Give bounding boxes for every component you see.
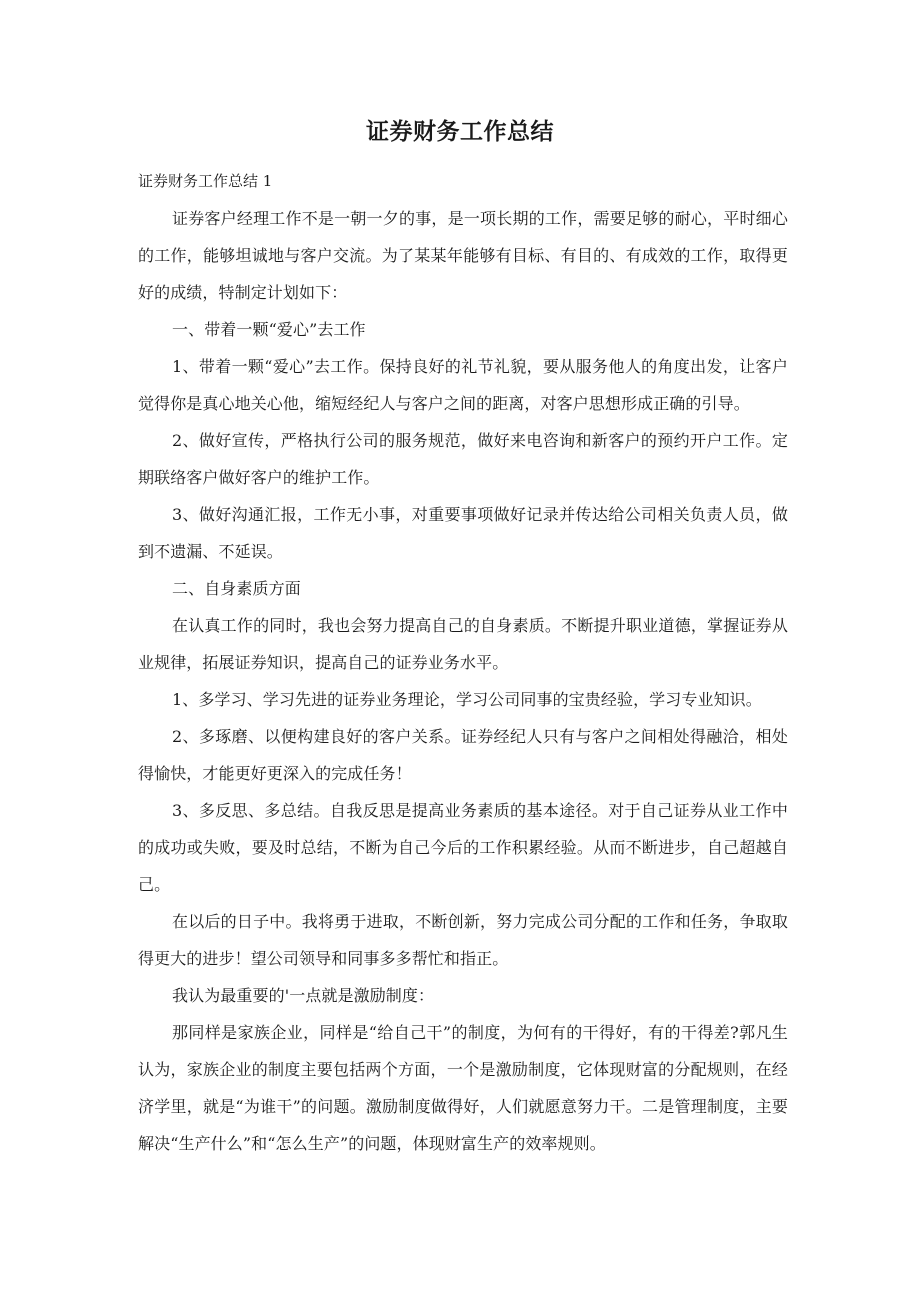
heading-section-2: 二、自身素质方面 <box>172 579 301 598</box>
heading-section-1: 一、带着一颗“爱心”去工作 <box>172 320 366 339</box>
paragraph-item-2-3: 3、多反思、多总结。自我反思是提高业务素质的基本途径。对于自己证券从业工作中的成功或失败，要及时总结，不断为自己今后的工作积累经验。从而不断进步，自己超越自己。 <box>138 801 788 894</box>
paragraph-item-1-3: 3、做好沟通汇报，工作无小事，对重要事项做好记录并传达给公司相关负责人员，做到不遗漏、不延误。 <box>138 505 788 561</box>
document-body <box>138 163 788 1162</box>
paragraph-intro: 证券客户经理工作不是一朝一夕的事，是一项长期的工作，需要足够的耐心，平时细心的工作，能够坦诚地与客户交流。为了某某年能够有目标、有目的、有成效的工作，取得更好的成绩，特制定计划如下： <box>138 209 788 302</box>
paragraph-incentive-body: 那同样是家族企业，同样是“给自己干”的制度，为何有的干得好，有的干得差?郭凡生认为，家族企业的制度主要包括两个方面，一个是激励制度，它体现财富的分配规则，在经济学里，就是“为谁干”的问题。激励制度做得好，人们就愿意努力干。二是管理制度，主要解决“生产什么”和“怎么生产”的问题，体现财富生产的效率规则。 <box>138 1023 788 1153</box>
paragraph-incentive-lead: 我认为最重要的'一点就是激励制度： <box>172 986 435 1005</box>
document-title: 证券财务工作总结 <box>366 119 554 145</box>
paragraph-item-2-1: 1、多学习、学习先进的证券业务理论，学习公司同事的宝贵经验，学习专业知识。 <box>172 690 762 709</box>
paragraph-item-1-1: 1、带着一颗“爱心”去工作。保持良好的礼节礼貌，要从服务他人的角度出发，让客户觉得你是真心地关心他，缩短经纪人与客户之间的距离，对客户思想形成正确的引导。 <box>138 357 788 413</box>
paragraph-conclusion: 在以后的日子中。我将勇于进取，不断创新，努力完成公司分配的工作和任务，争取取得更大的进步！望公司领导和同事多多帮忙和指正。 <box>138 912 788 968</box>
paragraph-item-1-2: 2、做好宣传，严格执行公司的服务规范，做好来电咨询和新客户的预约开户工作。定期联络客户做好客户的维护工作。 <box>138 431 788 487</box>
paragraph-item-2-2: 2、多琢磨、以便构建良好的客户关系。证券经纪人只有与客户之间相处得融洽，相处得愉快，才能更好更深入的完成任务！ <box>138 727 788 783</box>
paragraph-section-2-intro: 在认真工作的同时，我也会努力提高自己的自身素质。不断提升职业道德，掌握证券从业规律，拓展证券知识，提高自己的证券业务水平。 <box>138 616 788 672</box>
section-subtitle: 证券财务工作总结 1 <box>138 172 273 190</box>
